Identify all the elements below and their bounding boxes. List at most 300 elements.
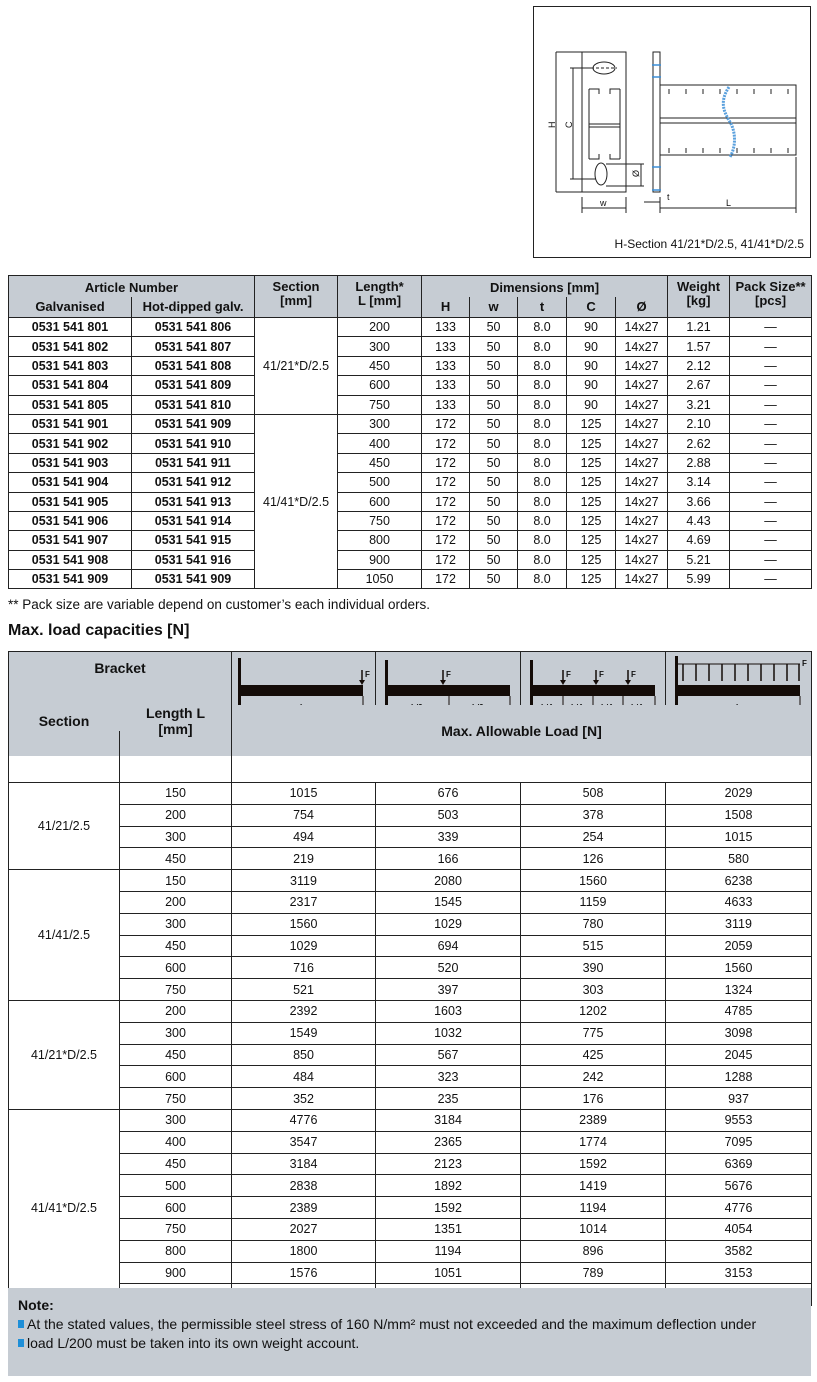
dim-w-header: w (470, 297, 518, 318)
weight-header: Weight [kg] (668, 276, 730, 318)
article-row (9, 356, 812, 375)
cell-h: 172 (422, 414, 470, 433)
cell-pack: — (730, 453, 812, 472)
article-row (9, 492, 812, 511)
cell-c: 90 (567, 356, 616, 375)
svg-text:F: F (802, 659, 807, 668)
load-row (9, 891, 812, 913)
cell-dia: 14x27 (616, 395, 668, 414)
cell-pack: — (730, 511, 812, 530)
cell-dia: 14x27 (616, 318, 668, 337)
load-value-v2: 1051 (376, 1262, 521, 1284)
load-value-v4: 1288 (666, 1066, 812, 1088)
cell-l: 200 (338, 318, 422, 337)
length-cell: 500 (120, 1175, 232, 1197)
cell-w: 50 (470, 414, 518, 433)
load-table-body (9, 783, 812, 1306)
cell-l: 900 (338, 550, 422, 569)
cell-h: 172 (422, 434, 470, 453)
cell-c: 125 (567, 473, 616, 492)
cell-t: 8.0 (518, 550, 567, 569)
load-value-v1: 850 (232, 1044, 376, 1066)
load-row (9, 870, 812, 892)
load-row (9, 783, 812, 805)
cell-l: 400 (338, 434, 422, 453)
length-cell: 300 (120, 826, 232, 848)
cell-t: 8.0 (518, 414, 567, 433)
article-row (9, 550, 812, 569)
load-value-v2: 2365 (376, 1131, 521, 1153)
cell-pack: — (730, 376, 812, 395)
load-value-v4: 4633 (666, 891, 812, 913)
cell-dia: 14x27 (616, 570, 668, 589)
cell-c: 125 (567, 550, 616, 569)
svg-text:C: C (564, 121, 574, 128)
cell-kg: 3.21 (668, 395, 730, 414)
cell-pack: — (730, 473, 812, 492)
cell-h: 133 (422, 395, 470, 414)
load-value-v3: 775 (521, 1022, 666, 1044)
load-capacities-title: Max. load capacities [N] (8, 622, 190, 639)
cell-dia: 14x27 (616, 414, 668, 433)
load-value-v3: 254 (521, 826, 666, 848)
load-value-v1: 352 (232, 1088, 376, 1110)
cell-h: 172 (422, 531, 470, 550)
load-value-v1: 1800 (232, 1240, 376, 1262)
load-value-v1: 219 (232, 848, 376, 870)
article-row (9, 376, 812, 395)
load-value-v4: 1015 (666, 826, 812, 848)
article-row (9, 318, 812, 337)
section-header: Section [mm] (255, 276, 338, 318)
cell-dia: 14x27 (616, 492, 668, 511)
load-value-v2: 1029 (376, 913, 521, 935)
galvanised-article-number: 0531 541 905 (9, 492, 132, 511)
load-row (9, 957, 812, 979)
cell-l: 1050 (338, 570, 422, 589)
length-cell: 600 (120, 957, 232, 979)
hot-dipped-article-number: 0531 541 915 (132, 531, 255, 550)
svg-text:H: H (547, 121, 557, 128)
cell-c: 90 (567, 318, 616, 337)
load-value-v4: 3119 (666, 913, 812, 935)
load-value-v4: 1324 (666, 979, 812, 1001)
load-value-v4: 1508 (666, 804, 812, 826)
cell-kg: 2.67 (668, 376, 730, 395)
cell-w: 50 (470, 434, 518, 453)
cell-t: 8.0 (518, 453, 567, 472)
cell-h: 172 (422, 492, 470, 511)
load-value-v1: 3547 (232, 1131, 376, 1153)
load-value-v2: 235 (376, 1088, 521, 1110)
article-row (9, 434, 812, 453)
cell-c: 90 (567, 395, 616, 414)
svg-text:F: F (566, 670, 571, 679)
pack-size-footnote: ** Pack size are variable depend on customer’s each individual orders. (8, 597, 430, 612)
load-value-v3: 126 (521, 848, 666, 870)
load-row (9, 1218, 812, 1240)
load-value-v4: 937 (666, 1088, 812, 1110)
cell-w: 50 (470, 395, 518, 414)
galvanised-article-number: 0531 541 906 (9, 511, 132, 530)
load-value-v1: 3119 (232, 870, 376, 892)
hot-dipped-article-number: 0531 541 913 (132, 492, 255, 511)
length-cell: 750 (120, 1088, 232, 1110)
note-box (8, 1288, 811, 1376)
article-row (9, 453, 812, 472)
cell-t: 8.0 (518, 376, 567, 395)
article-table (8, 275, 812, 589)
galvanised-article-number: 0531 541 909 (9, 570, 132, 589)
svg-text:Ø: Ø (631, 169, 641, 177)
galvanised-article-number: 0531 541 903 (9, 453, 132, 472)
cell-kg: 2.88 (668, 453, 730, 472)
cell-h: 172 (422, 570, 470, 589)
cell-pack: — (730, 414, 812, 433)
cell-h: 133 (422, 376, 470, 395)
cell-dia: 14x27 (616, 453, 668, 472)
length-cell: 150 (120, 870, 232, 892)
bracket-drawing-icon (534, 7, 812, 259)
load-value-v3: 896 (521, 1240, 666, 1262)
length-cell: 450 (120, 848, 232, 870)
cell-kg: 3.14 (668, 473, 730, 492)
cell-kg: 1.57 (668, 337, 730, 356)
load-row (9, 1000, 812, 1022)
load-value-v3: 1560 (521, 870, 666, 892)
cell-l: 750 (338, 511, 422, 530)
cell-t: 8.0 (518, 531, 567, 550)
h-section-drawing (533, 6, 811, 258)
load-value-v3: 1159 (521, 891, 666, 913)
article-row (9, 570, 812, 589)
load-value-v3: 515 (521, 935, 666, 957)
load-value-v4: 5676 (666, 1175, 812, 1197)
load-value-v4: 4785 (666, 1000, 812, 1022)
note-title: Note: (18, 1297, 54, 1313)
load-row (9, 1088, 812, 1110)
load-value-v4: 7095 (666, 1131, 812, 1153)
load-value-v2: 694 (376, 935, 521, 957)
cell-kg: 4.43 (668, 511, 730, 530)
load-value-v1: 2317 (232, 891, 376, 913)
article-row (9, 337, 812, 356)
load-row (9, 1197, 812, 1219)
cell-t: 8.0 (518, 492, 567, 511)
length-cell: 200 (120, 891, 232, 913)
load-row (9, 1022, 812, 1044)
length-cell: 800 (120, 1240, 232, 1262)
load-value-v1: 494 (232, 826, 376, 848)
cell-w: 50 (470, 550, 518, 569)
section-cell: 41/41*D/2.5 (255, 414, 338, 589)
length-cell: 450 (120, 1153, 232, 1175)
article-row (9, 473, 812, 492)
cell-w: 50 (470, 356, 518, 375)
load-value-v4: 3098 (666, 1022, 812, 1044)
cell-w: 50 (470, 453, 518, 472)
load-value-v4: 580 (666, 848, 812, 870)
cell-l: 600 (338, 492, 422, 511)
cell-c: 125 (567, 414, 616, 433)
cell-w: 50 (470, 492, 518, 511)
load-row (9, 1109, 812, 1131)
section-cell: 41/21*D/2.5 (9, 1000, 120, 1109)
load-row (9, 1153, 812, 1175)
load-value-v1: 484 (232, 1066, 376, 1088)
hot-dipped-article-number: 0531 541 807 (132, 337, 255, 356)
hot-dipped-article-number: 0531 541 909 (132, 414, 255, 433)
cell-l: 800 (338, 531, 422, 550)
length-cell: 200 (120, 1000, 232, 1022)
length-cell: 300 (120, 1022, 232, 1044)
hot-dipped-article-number: 0531 541 910 (132, 434, 255, 453)
load-value-v3: 1194 (521, 1197, 666, 1219)
load-value-v3: 176 (521, 1088, 666, 1110)
section-cell: 41/21/2.5 (9, 783, 120, 870)
cell-l: 450 (338, 356, 422, 375)
load-value-v2: 1592 (376, 1197, 521, 1219)
length-cell: 900 (120, 1262, 232, 1284)
cell-t: 8.0 (518, 356, 567, 375)
load-capacity-table (8, 651, 812, 1306)
length-col-header: Length L [mm] (120, 705, 232, 757)
galvanised-article-number: 0531 541 802 (9, 337, 132, 356)
load-value-v2: 1545 (376, 891, 521, 913)
dim-dia-header: Ø (616, 297, 668, 318)
hot-dipped-article-number: 0531 541 909 (132, 570, 255, 589)
load-value-v1: 754 (232, 804, 376, 826)
galvanised-article-number: 0531 541 901 (9, 414, 132, 433)
galvanised-article-number: 0531 541 801 (9, 318, 132, 337)
drawing-caption: H-Section 41/21*D/2.5, 41/41*D/2.5 (614, 237, 804, 251)
hot-dipped-article-number: 0531 541 809 (132, 376, 255, 395)
load-value-v4: 3582 (666, 1240, 812, 1262)
cell-h: 172 (422, 511, 470, 530)
cell-w: 50 (470, 473, 518, 492)
bullet-icon (18, 1320, 24, 1328)
cell-kg: 5.99 (668, 570, 730, 589)
load-value-v3: 1202 (521, 1000, 666, 1022)
cell-pack: — (730, 434, 812, 453)
cell-pack: — (730, 356, 812, 375)
load-value-v3: 242 (521, 1066, 666, 1088)
galvanised-article-number: 0531 541 907 (9, 531, 132, 550)
cell-l: 300 (338, 337, 422, 356)
length-cell: 400 (120, 1131, 232, 1153)
cell-pack: — (730, 492, 812, 511)
load-value-v3: 1774 (521, 1131, 666, 1153)
cell-t: 8.0 (518, 318, 567, 337)
section-cell: 41/41*D/2.5 (9, 1109, 120, 1305)
hot-dipped-article-number: 0531 541 916 (132, 550, 255, 569)
load-row (9, 913, 812, 935)
cell-c: 125 (567, 453, 616, 472)
cell-pack: — (730, 570, 812, 589)
load-value-v2: 1351 (376, 1218, 521, 1240)
load-row (9, 979, 812, 1001)
load-value-v3: 1014 (521, 1218, 666, 1240)
load-value-v4: 2059 (666, 935, 812, 957)
load-value-v1: 1029 (232, 935, 376, 957)
load-value-v3: 1419 (521, 1175, 666, 1197)
load-value-v2: 1603 (376, 1000, 521, 1022)
length-header: Length* L [mm] (338, 276, 422, 318)
load-value-v2: 676 (376, 783, 521, 805)
note-line: At the stated values, the permissible steel stress of 160 N/mm² must not exceeded and the maximum deflection under (18, 1315, 801, 1334)
load-value-v3: 425 (521, 1044, 666, 1066)
load-value-v1: 716 (232, 957, 376, 979)
galvanised-article-number: 0531 541 902 (9, 434, 132, 453)
cell-kg: 3.66 (668, 492, 730, 511)
svg-text:F: F (365, 670, 370, 679)
cell-pack: — (730, 318, 812, 337)
length-cell: 300 (120, 1109, 232, 1131)
cell-c: 125 (567, 531, 616, 550)
load-row (9, 1066, 812, 1088)
load-row (9, 1240, 812, 1262)
cell-kg: 2.10 (668, 414, 730, 433)
load-row (9, 848, 812, 870)
cell-l: 500 (338, 473, 422, 492)
cell-kg: 4.69 (668, 531, 730, 550)
load-value-v1: 2392 (232, 1000, 376, 1022)
load-row (9, 1175, 812, 1197)
dim-t-header: t (518, 297, 567, 318)
cell-dia: 14x27 (616, 531, 668, 550)
load-value-v3: 378 (521, 804, 666, 826)
load-value-v2: 503 (376, 804, 521, 826)
length-cell: 600 (120, 1066, 232, 1088)
load-value-v1: 4776 (232, 1109, 376, 1131)
length-cell: 300 (120, 913, 232, 935)
article-row (9, 414, 812, 433)
cell-h: 172 (422, 453, 470, 472)
load-value-v3: 508 (521, 783, 666, 805)
cell-pack: — (730, 531, 812, 550)
galvanised-article-number: 0531 541 804 (9, 376, 132, 395)
hot-dipped-article-number: 0531 541 810 (132, 395, 255, 414)
dimensions-header: Dimensions [mm] (422, 276, 668, 297)
hot-dipped-article-number: 0531 541 808 (132, 356, 255, 375)
load-value-v2: 166 (376, 848, 521, 870)
bracket-header: Bracket (9, 652, 232, 731)
cell-t: 8.0 (518, 570, 567, 589)
cell-dia: 14x27 (616, 356, 668, 375)
article-table-body (9, 318, 812, 589)
length-cell: 200 (120, 804, 232, 826)
cell-h: 172 (422, 550, 470, 569)
load-value-v4: 4776 (666, 1197, 812, 1219)
load-value-v3: 1592 (521, 1153, 666, 1175)
section-col-header: Section (9, 705, 120, 757)
length-cell: 450 (120, 935, 232, 957)
dim-h-header: H (422, 297, 470, 318)
pack-size-header: Pack Size** [pcs] (730, 276, 812, 318)
hot-dipped-article-number: 0531 541 914 (132, 511, 255, 530)
load-row (9, 1131, 812, 1153)
cell-c: 125 (567, 492, 616, 511)
bullet-icon (18, 1339, 24, 1347)
cell-t: 8.0 (518, 434, 567, 453)
load-value-v2: 567 (376, 1044, 521, 1066)
max-allowable-load-header: Max. Allowable Load [N] (232, 705, 812, 757)
load-value-v2: 520 (376, 957, 521, 979)
cell-dia: 14x27 (616, 511, 668, 530)
cell-c: 125 (567, 570, 616, 589)
load-value-v2: 3184 (376, 1109, 521, 1131)
load-value-v1: 1560 (232, 913, 376, 935)
load-row (9, 935, 812, 957)
cell-h: 133 (422, 356, 470, 375)
cell-w: 50 (470, 531, 518, 550)
load-value-v3: 780 (521, 913, 666, 935)
galvanised-article-number: 0531 541 803 (9, 356, 132, 375)
svg-text:w: w (600, 198, 607, 208)
cell-c: 90 (567, 376, 616, 395)
cell-h: 133 (422, 318, 470, 337)
galvanised-article-number: 0531 541 904 (9, 473, 132, 492)
load-value-v4: 1560 (666, 957, 812, 979)
load-value-v4: 9553 (666, 1109, 812, 1131)
load-value-v4: 3153 (666, 1262, 812, 1284)
galvanised-article-number: 0531 541 805 (9, 395, 132, 414)
load-value-v1: 1015 (232, 783, 376, 805)
cell-pack: — (730, 337, 812, 356)
article-number-header: Article Number (9, 276, 255, 297)
load-row (9, 1044, 812, 1066)
cell-c: 125 (567, 511, 616, 530)
load-value-v4: 6238 (666, 870, 812, 892)
load-row (9, 826, 812, 848)
cell-t: 8.0 (518, 511, 567, 530)
article-row (9, 511, 812, 530)
load-value-v1: 2027 (232, 1218, 376, 1240)
load-row (9, 1262, 812, 1284)
load-value-v1: 1576 (232, 1262, 376, 1284)
length-cell: 600 (120, 1197, 232, 1219)
cell-w: 50 (470, 337, 518, 356)
cell-kg: 5.21 (668, 550, 730, 569)
load-value-v3: 303 (521, 979, 666, 1001)
cell-pack: — (730, 550, 812, 569)
load-value-v2: 323 (376, 1066, 521, 1088)
svg-text:t: t (667, 192, 670, 202)
svg-text:F: F (631, 670, 636, 679)
cell-kg: 1.21 (668, 318, 730, 337)
dim-c-header: C (567, 297, 616, 318)
length-cell: 150 (120, 783, 232, 805)
length-cell: 750 (120, 979, 232, 1001)
hot-dipped-article-number: 0531 541 912 (132, 473, 255, 492)
article-row (9, 531, 812, 550)
load-value-v2: 1032 (376, 1022, 521, 1044)
cell-w: 50 (470, 318, 518, 337)
load-value-v1: 1549 (232, 1022, 376, 1044)
note-line: load L/200 must be taken into its own weight account. (18, 1334, 801, 1353)
load-value-v3: 2389 (521, 1109, 666, 1131)
hot-dipped-article-number: 0531 541 911 (132, 453, 255, 472)
hot-dipped-header: Hot-dipped galv. (132, 297, 255, 318)
cell-dia: 14x27 (616, 473, 668, 492)
load-value-v2: 2123 (376, 1153, 521, 1175)
cell-dia: 14x27 (616, 434, 668, 453)
cell-w: 50 (470, 376, 518, 395)
section-cell: 41/21*D/2.5 (255, 318, 338, 415)
load-value-v4: 6369 (666, 1153, 812, 1175)
article-row (9, 395, 812, 414)
svg-text:F: F (446, 670, 451, 679)
